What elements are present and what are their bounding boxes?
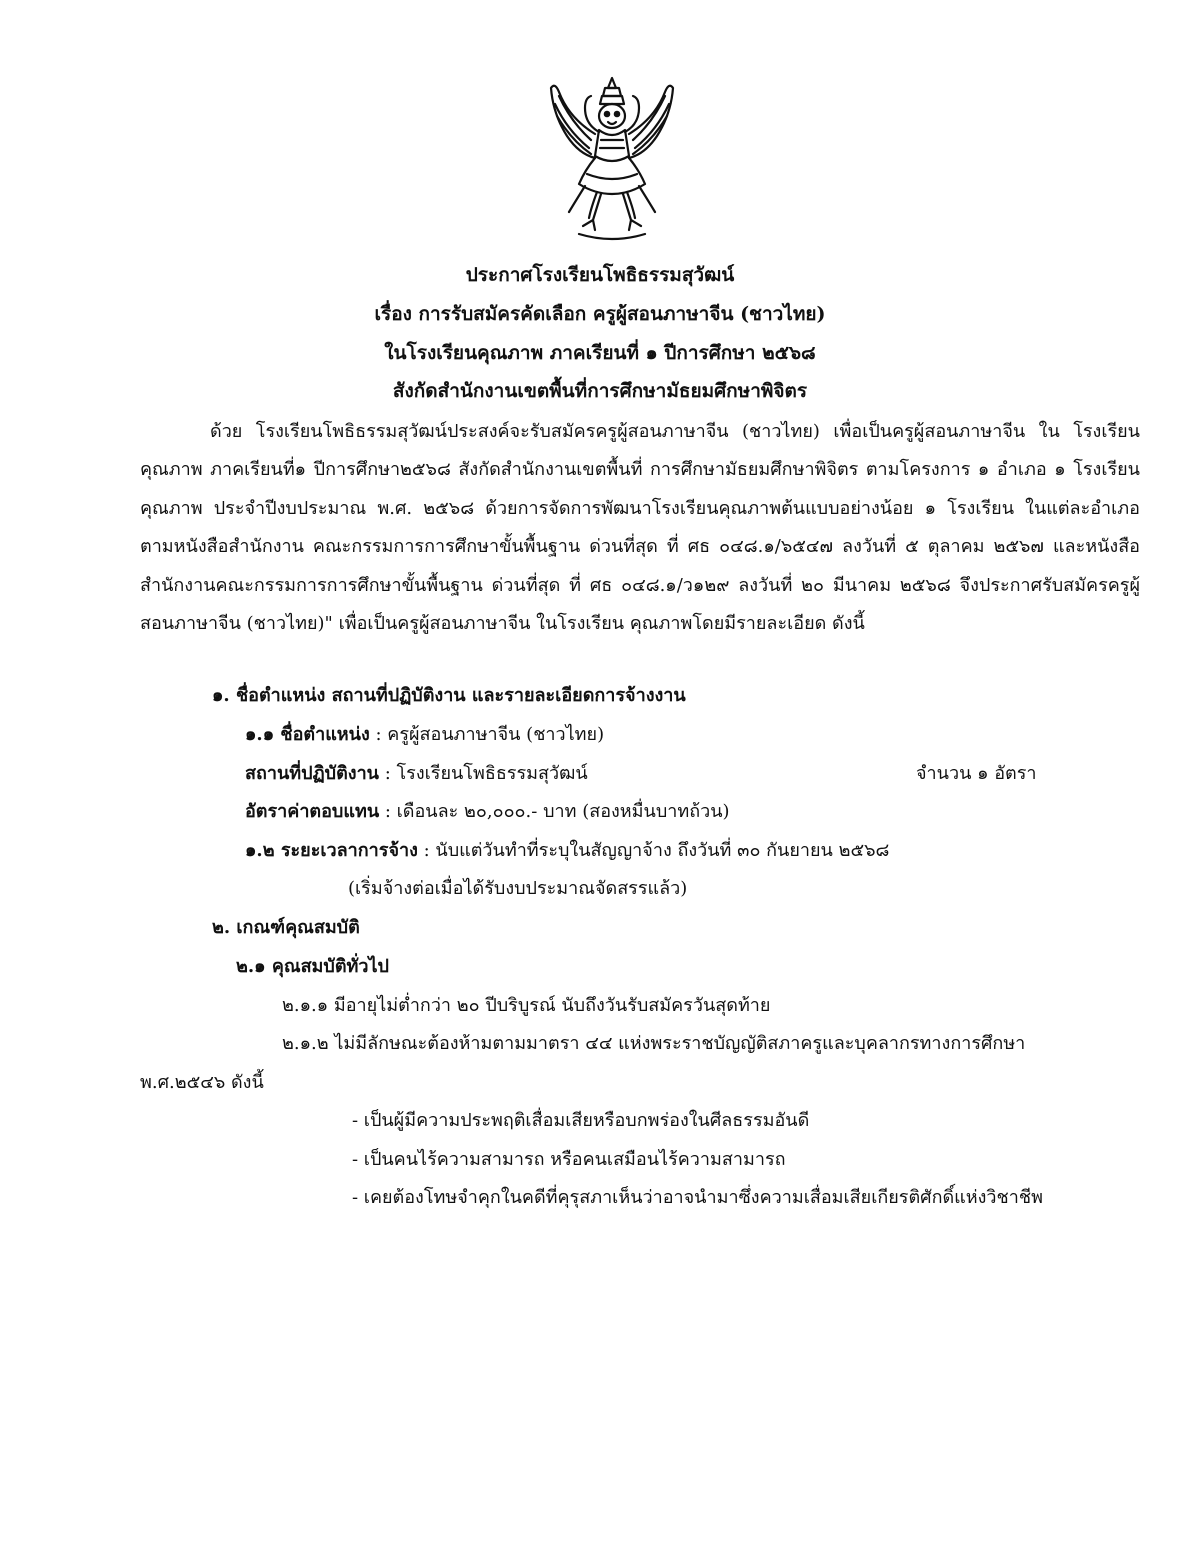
position-row xyxy=(245,720,604,750)
salary-label: อัตราค่าตอบแทน xyxy=(245,801,380,822)
announcement-subject: เรื่อง การรับสมัครคัดเลือก ครูผู้สอนภาษาจีน (ชาวไทย) xyxy=(374,303,826,325)
period-label: ๑.๒ ระยะเวลาการจ้าง xyxy=(245,840,418,861)
prohibition-item: - เคยต้องโทษจำคุกในคดีที่คุรุสภาเห็นว่าอาจนำมาซึ่งความเสื่อมเสียเกียรติศักดิ์แห่งวิชาชีพ xyxy=(352,1187,1043,1208)
qualification-item-1: ๒.๑.๑ มีอายุไม่ต่ำกว่า ๒๐ ปีบริบูรณ์ นับถึงวันรับสมัครวันสุดท้าย xyxy=(282,995,771,1016)
workplace-label: สถานที่ปฏิบัติงาน xyxy=(245,763,379,784)
workplace-row xyxy=(245,759,588,789)
garuda-emblem-icon xyxy=(545,74,679,244)
period-note: (เริ่มจ้างต่อเมื่อได้รับงบประมาณจัดสรรแล้ว) xyxy=(348,878,688,899)
prohibition-item: - เป็นคนไร้ความสามารถ หรือคนเสมือนไร้ความสามารถ xyxy=(352,1149,786,1170)
prohibition-item: - เป็นผู้มีความประพฤติเสื่อมเสียหรือบกพร่องในศีลธรรมอันดี xyxy=(352,1110,810,1131)
position-label: ๑.๑ ชื่อตำแหน่ง xyxy=(245,724,370,745)
section-1-heading: ๑. ชื่อตำแหน่ง สถานที่ปฏิบัติงาน และรายละเอียดการจ้างงาน xyxy=(212,685,686,706)
period-value: : นับแต่วันทำที่ระบุในสัญญาจ้าง ถึงวันที่ ๓๐ กันยายน ๒๕๖๘ xyxy=(417,840,890,861)
position-value: : ครูผู้สอนภาษาจีน (ชาวไทย) xyxy=(369,724,605,745)
announcement-affiliation: สังกัดสำนักงานเขตพื้นที่การศึกษามัธยมศึกษาพิจิตร xyxy=(392,380,808,402)
qualification-item-2: ๒.๑.๒ ไม่มีลักษณะต้องห้ามตามมาตรา ๔๔ แห่งพระราชบัญญัติสภาครูและบุคลากรทางการศึกษา xyxy=(282,1033,1026,1054)
section-2-heading: ๒. เกณฑ์คุณสมบัติ xyxy=(212,917,360,938)
announcement-term: ในโรงเรียนคุณภาพ ภาคเรียนที่ ๑ ปีการศึกษา ๒๕๖๘ xyxy=(384,342,816,364)
intro-paragraph: ด้วย โรงเรียนโพธิธรรมสุวัฒน์ประสงค์จะรับสมัครครูผู้สอนภาษาจีน (ชาวไทย) เพื่อเป็นครูผู้สอนภาษาจีน ใน โรงเรียนคุณภาพ ภาคเรียนที่๑ ปีการศึกษา๒๕๖๘ สังกัดสำนักงานเขตพื้นที่ การศึกษามัธยมศึกษาพิจิตร ตามโครงการ ๑ อำเภอ ๑ โรงเรียนคุณภาพ ประจำปีงบประมาณ พ.ศ. ๒๕๖๘ ด้วยการจัดการพัฒนาโรงเรียนคุณภาพต้นแบบอย่างน้อย ๑ โรงเรียน ในแต่ละอำเภอ ตามหนังสือสำนักงาน คณะกรรมการการศึกษาขั้นพื้นฐาน ด่วนที่สุด ที่ ศธ ๐๔๘.๑/๖๕๔๗ ลงวันที่ ๕ ตุลาคม ๒๕๖๗ และหนังสือ สำนักงานคณะกรรมการการศึกษาขั้นพื้นฐาน ด่วนที่สุด ที่ ศธ ๐๔๘.๑/ว๑๒๙ ลงวันที่ ๒๐ มีนาคม ๒๕๖๘ จึงประกาศรับสมัครครูผู้สอนภาษาจีน (ชาวไทย)" เพื่อเป็นครูผู้สอนภาษาจีน ในโรงเรียน คุณภาพโดยมีรายละเอียด ดังนี้ xyxy=(140,421,1140,635)
section-2-1-heading: ๒.๑ คุณสมบัติทั่วไป xyxy=(236,956,389,977)
quota-text: จำนวน ๑ อัตรา xyxy=(916,763,1037,784)
qualification-item-2-cont: พ.ศ.๒๕๔๖ ดังนี้ xyxy=(140,1072,264,1093)
salary-value: : เดือนละ ๒๐,๐๐๐.- บาท (สองหมื่นบาทถ้วน) xyxy=(379,801,730,822)
period-row xyxy=(245,836,889,866)
salary-row xyxy=(245,797,730,827)
workplace-value: : โรงเรียนโพธิธรรมสุวัฒน์ xyxy=(379,763,588,784)
announcement-title: ประกาศโรงเรียนโพธิธรรมสุวัฒน์ xyxy=(465,264,735,286)
